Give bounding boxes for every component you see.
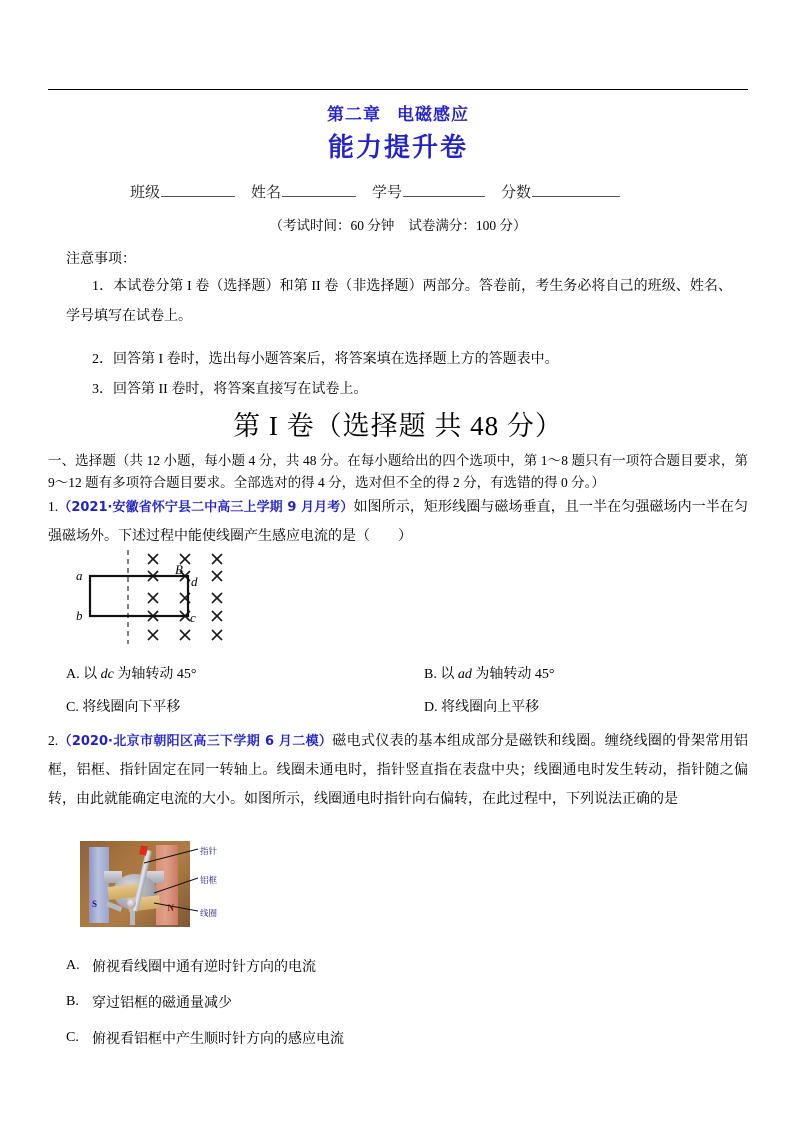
option-B-text-post: 为轴转动 45°: [471, 666, 555, 682]
chapter-title: [48, 100, 748, 125]
option-row-2: [66, 689, 756, 722]
section-intro: 一、选择题（共 12 小题，每小题 4 分，共 48 分。在每小题给出的四个选项中，第 1～8 题只有一项符合题目要求，第 9～12 题有多项符合题目要求。全部选对的得 4 分，选对但不全的得 2 分，有选错的得 0 分。）: [48, 453, 748, 490]
question-2-stem: 磁电式仪表的基本组成部分是磁铁和线圈。缠绕线圈的骨架常用铝框，铝框、指针固定在同一转轴上。线圈未通电时，指针竖直指在表盘中央；线圈通电时发生转动，指针随之偏转，由此就能确定电流的大小。如图所示，线圈通电时指针向右偏转，在此过程中，下列说法正确的是: [48, 734, 749, 807]
option-C[interactable]: [66, 696, 424, 716]
option-B-italic: ad: [457, 666, 472, 682]
question-2-options: [66, 948, 756, 1056]
field-score-label: 分数: [501, 185, 532, 201]
option-A-italic: dc: [100, 666, 114, 682]
option-row-1: [66, 656, 756, 689]
question-1-options: [66, 656, 756, 722]
question-2-number: 2.: [48, 733, 59, 748]
figure1-label-b: b: [76, 608, 83, 623]
option-B-q2[interactable]: [66, 984, 756, 1020]
option-A[interactable]: [66, 663, 424, 683]
field-studentid-input[interactable]: [403, 183, 485, 197]
chapter-name: 电磁感应: [397, 105, 469, 125]
pole-label-s: S: [92, 899, 98, 909]
notice-item-1: 1．本试卷分第 I 卷（选择题）和第 II 卷（非选择题）两部分。答卷前，考生务必将自己的班级、姓名、学号填写在试卷上。: [66, 279, 732, 324]
option-B[interactable]: [424, 663, 744, 683]
option-C-q2-key: C.: [66, 1030, 79, 1045]
question-2-source: （2020·北京市朝阳区高三下学期 6 月二模）: [58, 734, 333, 749]
field-studentid-label: 学号: [372, 185, 403, 201]
notice-item-3: 3．回答第 II 卷时，将答案直接写在试卷上。: [92, 382, 368, 397]
field-class-label: 班级: [130, 185, 161, 201]
header-rule: [48, 89, 748, 90]
question-2: [48, 726, 748, 814]
field-score-input[interactable]: [532, 183, 620, 197]
option-D[interactable]: [424, 696, 744, 716]
option-D-key: D.: [424, 699, 438, 715]
callout-label-pointer: 指针: [200, 847, 218, 857]
option-C-q2-text: 俯视看铝框中产生顺时针方向的感应电流: [92, 1032, 344, 1047]
chapter-number: 第二章: [327, 105, 381, 125]
figure1-label-d: d: [191, 574, 198, 589]
student-info-line: [130, 181, 670, 202]
figure1-label-c: c: [190, 610, 196, 625]
magnetic-field-crosses: [148, 554, 222, 640]
figure-coil-in-magnetic-field: [70, 548, 300, 650]
exam-meta: [48, 214, 748, 234]
option-B-q2-text: 穿过铝框的磁通量减少: [92, 996, 232, 1011]
field-name-input[interactable]: [282, 183, 356, 197]
option-A-q2-key: A.: [66, 958, 80, 973]
option-B-key: B.: [424, 666, 437, 682]
part-title: 第 I 卷（选择题 共 48 分）: [233, 411, 563, 441]
question-1: [48, 492, 748, 551]
option-C-key: C.: [66, 699, 79, 715]
option-C-text: 将线圈向下平移: [82, 699, 181, 715]
option-A-key: A.: [66, 666, 80, 682]
callout-label-aluminum-frame: 铝框: [200, 876, 218, 886]
exam-total-score: 试卷满分：100 分）: [408, 218, 527, 233]
option-A-text-post: 为轴转动 45°: [113, 666, 197, 682]
notice-heading: 注意事项：: [66, 252, 136, 267]
exam-duration: （考试时间：60 分钟: [269, 218, 395, 233]
option-B-text-pre: 以: [440, 666, 458, 682]
callout-label-coil: 线圈: [200, 909, 218, 919]
question-1-stem: 如图所示，矩形线圈与磁场垂直，且一半在匀强磁场内一半在匀强磁场外。下述过程中能使线圈产生感应电流的是（ ）: [48, 500, 749, 544]
question-1-source: （2021·安徽省怀宁县二中高三上学期 9 月月考）: [58, 500, 354, 515]
option-A-q2[interactable]: [66, 948, 756, 984]
option-A-text-pre: 以: [83, 666, 101, 682]
notice-item-2: 2．回答第 I 卷时，选出每小题答案后，将答案填在选择题上方的答题表中。: [92, 352, 559, 367]
field-class-input[interactable]: [161, 183, 235, 197]
option-A-q2-text: 俯视看线圈中通有逆时针方向的电流: [92, 960, 316, 975]
pole-label-n: N: [167, 903, 174, 913]
option-B-q2-key: B.: [66, 994, 79, 1009]
question-1-number: 1.: [48, 499, 59, 514]
option-C-q2[interactable]: [66, 1020, 756, 1056]
figure1-label-B: B: [175, 562, 183, 577]
figure1-label-a: a: [76, 568, 83, 583]
figure-galvanometer: [80, 841, 237, 927]
option-D-text: 将线圈向上平移: [441, 699, 540, 715]
paper-title: 能力提升卷: [327, 133, 468, 163]
rectangular-coil: [90, 576, 188, 616]
field-name-label: 姓名: [251, 185, 282, 201]
